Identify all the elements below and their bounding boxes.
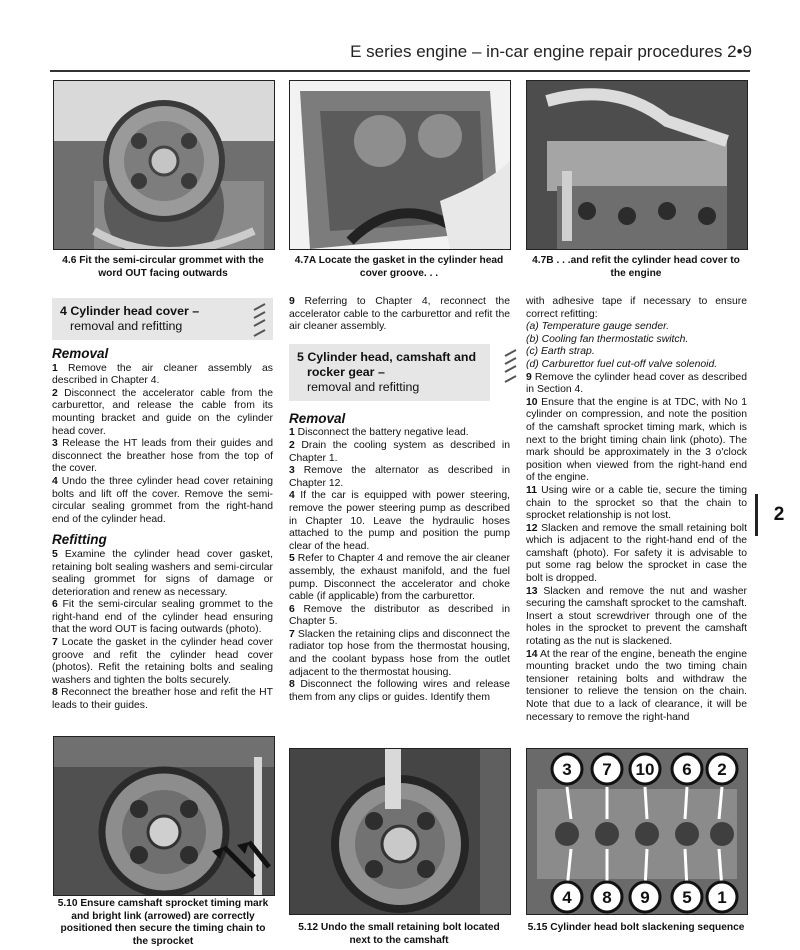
bolt-number-label: 2 bbox=[717, 760, 727, 779]
paragraph: 8 Reconnect the breather hose and refit the HT leads to their guides. bbox=[52, 687, 273, 712]
text-column-2 bbox=[289, 296, 510, 704]
paragraph: 14 At the rear of the engine, beneath the engine mounting bracket undo the two timing chain tensioner retaining bolts and withdraw the tensioner to relieve the tension on the chain. Note that due to a lack of clearance, it will be necessary to remove the right-hand bbox=[526, 648, 747, 723]
bolt-number-label: 4 bbox=[562, 888, 572, 907]
paragraph: 6 Remove the distributor as described in Chapter 5. bbox=[289, 603, 510, 628]
bolt-number-label: 5 bbox=[682, 888, 692, 907]
photo-4-7b bbox=[526, 80, 748, 250]
photo-5-12 bbox=[289, 748, 511, 915]
section-4-title: 4 Cylinder head cover – bbox=[60, 304, 200, 318]
caption-5-15: 5.15 Cylinder head bolt slackening sequence bbox=[527, 922, 745, 933]
caption-4-7a: 4.7A Locate the gasket in the cylinder head cover groove. . . bbox=[294, 255, 504, 279]
bolt-number-label: 6 bbox=[682, 760, 692, 779]
paragraph: 9 Remove the cylinder head cover as described in Section 4. bbox=[526, 371, 747, 396]
section-4-heading-box bbox=[52, 298, 273, 340]
bolt-number-label: 10 bbox=[635, 760, 655, 779]
bolt-number-label: 3 bbox=[562, 760, 572, 779]
bolt-number-label: 8 bbox=[602, 888, 612, 907]
photo-5-15 bbox=[526, 748, 748, 915]
caption-4-7b: 4.7B . . .and refit the cylinder head cover to the engine bbox=[532, 255, 740, 279]
photo-5-10 bbox=[53, 736, 275, 896]
section-4-subtitle: removal and refitting bbox=[70, 319, 183, 333]
photo-4-6 bbox=[53, 80, 275, 250]
bolt-number-label: 7 bbox=[602, 760, 612, 779]
paragraph: 13 Slacken and remove the nut and washer securing the camshaft sprocket to the camshaft. Insert a stout screwdriver through one of the holes in the sprocket to prevent the camshaft rotating as the nut is slackened. bbox=[526, 585, 747, 648]
paragraph: 3 Release the HT leads from their guides and disconnect the breather hose from the top of the cover. bbox=[52, 438, 273, 475]
spanner-rating-icon bbox=[251, 302, 269, 342]
paragraph: 11 Using wire or a cable tie, secure the timing chain to the sprocket so that the chain to sprocket relationship is not lost. bbox=[526, 484, 747, 522]
paragraph: 2 Drain the cooling system as described in Chapter 1. bbox=[289, 439, 510, 464]
header-rule bbox=[50, 70, 750, 72]
removal-heading: Removal bbox=[52, 346, 109, 361]
text-column-1 bbox=[52, 298, 273, 713]
caption-5-10: 5.10 Ensure camshaft sprocket timing mark and bright link (arrowed) are correctly positioned then secure the timing chain to the sprocket bbox=[57, 898, 269, 947]
page-header-title: E series engine – in-car engine repair procedures 2•9 bbox=[350, 42, 752, 61]
paragraph: 7 Slacken the retaining clips and disconnect the radiator top hose from the thermostat housing, and the coolant bypass hose from the outlet adjacent to the thermostat housing. bbox=[289, 628, 510, 678]
paragraph: 4 If the car is equipped with power steering, remove the power steering pump as described in Chapter 10. Leave the hydraulic hoses attached to the pump and position the pump clear of the head. bbox=[289, 490, 510, 552]
paragraph: 5 Examine the cylinder head cover gasket, retaining bolt sealing washers and semi-circular sealing grommet for signs of damage or deterioration and renew as necessary. bbox=[52, 548, 273, 598]
list-item: (d) Carburettor fuel cut-off valve solenoid. bbox=[526, 358, 718, 370]
paragraph: 3 Remove the alternator as described in Chapter 12. bbox=[289, 465, 510, 489]
text-column-3 bbox=[526, 296, 747, 724]
paragraph: 7 Locate the gasket in the cylinder head cover groove and refit the cylinder head cover (photos). Refit the retaining bolts and sealing washers and tighten the bolts securely. bbox=[52, 637, 273, 686]
section-5-subtitle: removal and refitting bbox=[307, 379, 420, 394]
refitting-heading: Refitting bbox=[52, 532, 107, 548]
paragraph: 1 Disconnect the battery negative lead. bbox=[289, 427, 469, 439]
list-item: (a) Temperature gauge sender. bbox=[526, 321, 670, 333]
chapter-tab: 2 bbox=[755, 494, 800, 536]
caption-5-12: 5.12 Undo the small retaining bolt located next to the camshaft bbox=[298, 922, 500, 946]
paragraph: with adhesive tape if necessary to ensure correct refitting: bbox=[526, 296, 747, 320]
section-5-title-line2: rocker gear – bbox=[307, 364, 385, 379]
paragraph: 8 Disconnect the following wires and release them from any clips or guides. Identify them bbox=[289, 679, 510, 703]
spanner-rating-icon bbox=[502, 348, 520, 388]
caption-4-6: 4.6 Fit the semi-circular grommet with the word OUT facing outwards bbox=[62, 255, 264, 279]
photo-4-7a bbox=[289, 80, 511, 250]
paragraph: 9 Referring to Chapter 4, reconnect the accelerator cable to the carburettor and refit the air cleaner assembly. bbox=[289, 296, 510, 333]
bolt-number-label: 9 bbox=[640, 888, 650, 907]
paragraph: 12 Slacken and remove the small retaining bolt which is adjacent to the right-hand end of the camshaft (photo). For safety it is advisable to put some rag below the sprocket in case the bolt is dropped. bbox=[526, 522, 747, 585]
paragraph: 5 Refer to Chapter 4 and remove the air cleaner assembly, the exhaust manifold, and the fuel pump. Disconnect the accelerator and choke cable (if applicable) from the carburettor. bbox=[289, 553, 510, 603]
paragraph: 6 Fit the semi-circular sealing grommet to the right-hand end of the cylinder head ensuring that the word OUT is facing outwards (photo). bbox=[52, 599, 273, 636]
paragraph: 4 Undo the three cylinder head cover retaining bolts and lift off the cover. Remove the semi-circular sealing grommet from the right-hand end of the cylinder head. bbox=[52, 475, 273, 525]
list-item: (c) Earth strap. bbox=[526, 346, 595, 358]
paragraph: 2 Disconnect the accelerator cable from the carburettor, and release the cable from its mounting bracket and guide on the cylinder head cover. bbox=[52, 387, 273, 437]
paragraph: 1 Remove the air cleaner assembly as described in Chapter 4. bbox=[52, 362, 273, 387]
bolt-number-label: 1 bbox=[717, 888, 727, 907]
paragraph: 10 Ensure that the engine is at TDC, with No 1 cylinder on compression, and note the position of the camshaft sprocket timing mark, which is next to the bright timing chain link (photo). The mark should be approximately in the 3 o'clock position when viewed from the right-hand end of the engine. bbox=[526, 396, 747, 484]
section-5-heading-box bbox=[289, 344, 490, 401]
removal-heading: Removal bbox=[289, 410, 346, 426]
section-5-title: 5 Cylinder head, camshaft and bbox=[297, 349, 477, 364]
list-item: (b) Cooling fan thermostatic switch. bbox=[526, 333, 689, 345]
